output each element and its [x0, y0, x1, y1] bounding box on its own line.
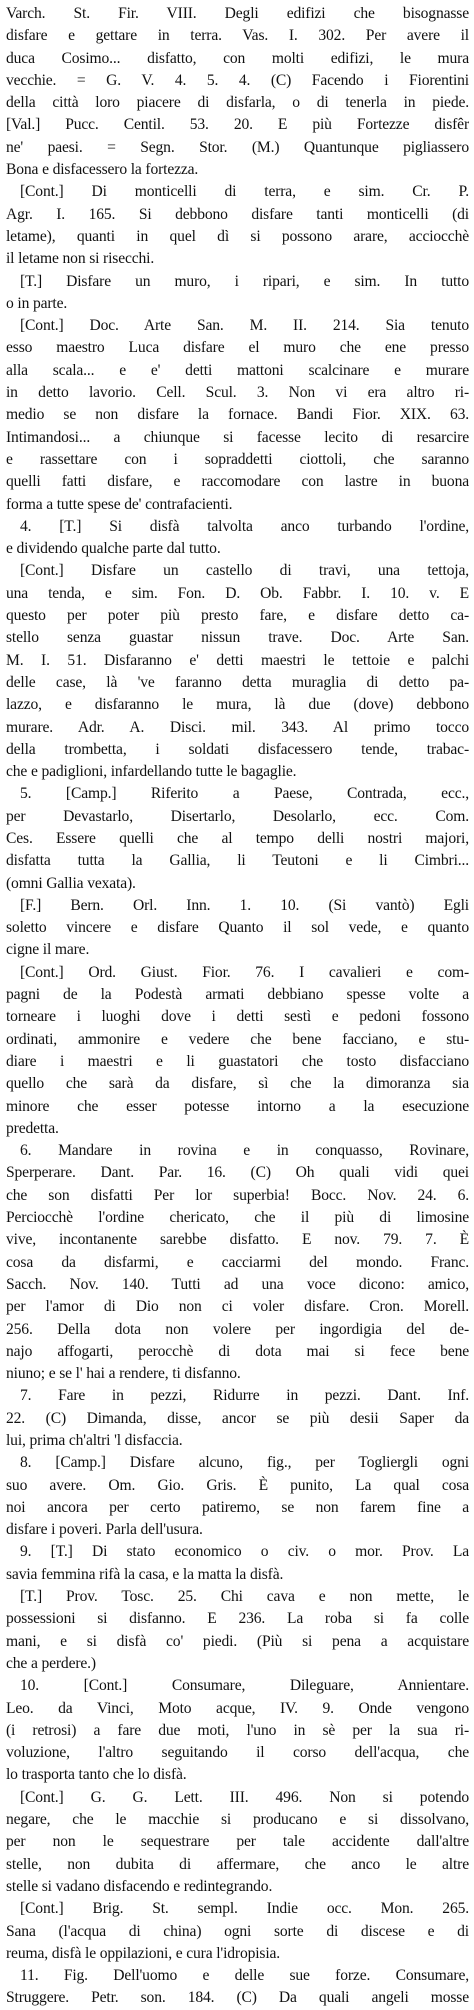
text-line: in detto lavorio. Cell. Scul. 3. Non vi era altro ri-	[6, 384, 469, 402]
text-line: ordinati, ammonire e vedere che bene facciano, e stu-	[6, 1030, 469, 1048]
text-line: quello che sarà da disfare, sì che la dimoranza sia	[6, 1075, 469, 1093]
text-line: stelle, non dubita di affermare, che anco le altre	[6, 1855, 469, 1873]
text-line: duca Cosimo... disfatto, con molti edifizi, le mura	[6, 49, 469, 67]
text-line: Struggere. Petr. son. 184. (C) Da quali angeli mosse	[6, 1989, 469, 2007]
text-line: (i retrosi) a fare due moti, l'uno in sè per la sua ri-	[6, 1721, 469, 1739]
text-line: mani, e si disfà co' piedi. (Più si pena a acquistare	[6, 1632, 469, 1650]
text-line: alla scala... e e' detti mattoni scalcinare e murare	[6, 361, 469, 379]
text-line: o in parte.	[6, 294, 68, 312]
text-line: [Cont.] Disfare un castello di travi, una tettoja,	[20, 562, 469, 580]
text-line: lazzo, e disfaranno le mura, là due (dove) debbono	[6, 696, 469, 714]
text-line: [Cont.] Di monticelli di terra, e sim. Cr. P.	[20, 183, 469, 201]
text-line: quelli fatti disfare, e raccomodare con lastre in buona	[6, 473, 469, 491]
text-line: e rassettare con i sopraddetti ciottoli, che saranno	[6, 450, 469, 468]
text-line: suo avere. Om. Gio. Gris. È punito, La qual cosa	[6, 1476, 469, 1494]
text-line: che e padiglioni, infardellando tutte le bagaglie.	[6, 763, 297, 781]
text-line: vecchie. = G. V. 4. 5. 4. (C) Facendo i Fiorentini	[6, 71, 469, 89]
text-line: esso maestro Luca disfare el muro che ene presso	[6, 339, 469, 357]
text-line: 6. Mandare in rovina e in conquasso, Rovinare,	[20, 1142, 469, 1160]
text-line: Leo. da Vinci, Moto acque, IV. 9. Onde vengono	[6, 1699, 469, 1717]
text-line: Intimandosi... a chiunque si facesse lecito di resarcire	[6, 428, 469, 446]
text-line: torneare i luoghi dove i detti sestì e pedoni fossono	[6, 1008, 469, 1026]
text-line: 4. [T.] Si disfà talvolta anco turbando l'ordine,	[20, 517, 469, 535]
text-line: voluzione, l'altro seguitando il corso dell'acqua, che	[6, 1744, 469, 1762]
text-line: cosa da disfarmi, e cacciarmi del mondo. Franc.	[6, 1253, 469, 1271]
text-line: Sperperare. Dant. Par. 16. (C) Oh quali vidi quei	[6, 1164, 469, 1182]
text-line: Bona e disfacessero la fortezza.	[6, 161, 199, 179]
text-line: medio se non disfare la fornace. Bandi Fior. XIX. 63.	[6, 406, 469, 424]
text-line: reuma, disfà le oppilazioni, e cura l'idropisia.	[6, 1944, 281, 1962]
text-line: Ces. Essere quelli che al tempo delli nostri majori,	[6, 829, 469, 847]
text-line: [F.] Bern. Orl. Inn. 1. 10. (Si vantò) Egli	[20, 896, 469, 914]
text-line: disfare e gettare in terra. Vas. I. 302. Per avere il	[6, 27, 469, 45]
text-line: Sana (l'acqua di china) ogni sorte di discese e di	[6, 1922, 469, 1940]
text-line: minore che esser potesse intorno a la esecuzione	[6, 1097, 469, 1115]
text-line: della città loro piacere di disfarla, o di tenerla in piede.	[6, 94, 469, 112]
text-line: 22. (C) Dimanda, disse, ancor se più desii Saper da	[6, 1409, 469, 1427]
text-line: Perciocchè l'ordine chericato, che il più di limosine	[6, 1209, 469, 1227]
text-line: che son disfatti Per lor superbia! Bocc. Nov. 24. 6.	[6, 1186, 469, 1204]
text-line: 7. Fare in pezzi, Ridurre in pezzi. Dant. Inf.	[20, 1387, 469, 1405]
text-line: forma a tutte spese de' contrafacienti.	[6, 495, 233, 513]
text-line: il letame non si risecchi.	[6, 250, 155, 268]
text-line: per non le sequestrare per tale accidente dall'altre	[6, 1833, 469, 1851]
text-line: niuno; e se l' hai a rendere, ti disfanno.	[6, 1365, 241, 1383]
text-line: cigne il mare.	[6, 941, 90, 959]
text-line: murare. Adr. A. Disci. mil. 343. Al primo tocco	[6, 718, 469, 736]
text-line: disfatta tutta la Gallia, li Teutoni e li Cimbri...	[6, 852, 469, 870]
text-line: una tenda, e sim. Fon. D. Ob. Fabbr. I. 10. v. E	[6, 584, 469, 602]
text-line: M. I. 51. Disfaranno e' detti maestri le tettoie e palchi	[6, 651, 469, 669]
text-line: questo per poter più presto fare, e disfare detto ca-	[6, 607, 469, 625]
text-line: savia femmina rifà la casa, e la matta la disfà.	[6, 1565, 284, 1583]
text-line: 256. Della dota non volere per ingordigia del de-	[6, 1320, 469, 1338]
text-line: noi ancora per certo patiremo, se non farem fine a	[6, 1498, 469, 1516]
text-line: lo trasporta tanto che lo disfà.	[6, 1766, 187, 1784]
dictionary-entry-text	[6, 3, 469, 2010]
text-line: najo affogarti, perocchè di dota mai si fece bene	[6, 1342, 469, 1360]
text-line: negare, che le macchie si producano e si dissolvano,	[6, 1811, 469, 1829]
text-line: Agr. I. 165. Si debbono disfare tanti monticelli (di	[6, 205, 469, 223]
text-line: [Cont.] Brig. St. sempl. Indie occ. Mon. 265.	[20, 1900, 469, 1918]
text-line: 8. [Camp.] Disfare alcuno, fig., per Togliergli ogni	[20, 1454, 469, 1472]
text-line: predetta.	[6, 1119, 59, 1137]
text-line: Sacch. Nov. 140. Tutti ad una voce dicono: amico,	[6, 1275, 469, 1293]
text-line: [Cont.] Doc. Arte San. M. II. 214. Sia tenuto	[20, 317, 469, 335]
text-line: 9. [T.] Di stato economico o civ. o mor. Prov. La	[20, 1543, 469, 1561]
text-line: stelle si vadano disfacendo e redintegrando.	[6, 1877, 273, 1895]
text-line: 11. Fig. Dell'uomo e delle sue forze. Consumare,	[20, 1967, 469, 1985]
text-line: [Cont.] Ord. Giust. Fior. 76. I cavalieri e com-	[20, 963, 469, 981]
text-line: pagni de la Podestà armati debbiano spesse volte a	[6, 986, 469, 1004]
text-line: Varch. St. Fir. VIII. Degli edifizi che bisognasse	[6, 5, 469, 22]
text-line: letame), quanti in quel dì si possono arare, acciocchè	[6, 227, 469, 245]
text-line: per l'amor di Dio non ci voler disfare. Cron. Morell.	[6, 1298, 469, 1316]
text-line: 10. [Cont.] Consumare, Dileguare, Annientare.	[20, 1677, 469, 1695]
text-line: [Cont.] G. G. Lett. III. 496. Non si potendo	[20, 1788, 469, 1806]
text-line: disfare i poveri. Parla dell'usura.	[6, 1521, 203, 1539]
text-line: 5. [Camp.] Riferito a Paese, Contrada, ecc.,	[20, 785, 469, 803]
text-line: stello senza guastar nissun trave. Doc. Arte San.	[6, 629, 469, 647]
text-line: [Val.] Pucc. Centil. 53. 20. E più Fortezze disfêr	[6, 116, 469, 134]
text-line: che a perdere.)	[6, 1654, 96, 1672]
text-line: e dividendo qualche parte dal tutto.	[6, 540, 221, 558]
text-line: ne' paesi. = Segn. Stor. (M.) Quantunque pigliassero	[6, 138, 469, 156]
text-line: (omni Gallia vexata).	[6, 874, 136, 892]
text-line: della trombetta, i soldati disfacessero tende, trabac-	[6, 740, 469, 758]
text-line: [T.] Disfare un muro, i ripari, e sim. In tutto	[20, 272, 469, 290]
text-line: soletto vincere e disfare Quanto il sol vede, e quanto	[6, 919, 469, 937]
text-line: diare i maestri e li guastatori che tosto disfacciano	[6, 1052, 469, 1070]
text-line: delle case, là 've faranno detta muraglia di detto pa-	[6, 673, 469, 691]
text-line: possessioni si disfanno. E 236. La roba si fa colle	[6, 1610, 469, 1628]
text-line: vive, incontanente sarebbe disfatto. E nov. 79. 7. È	[6, 1231, 469, 1249]
text-line: lui, prima ch'altri 'l disfaccia.	[6, 1432, 183, 1449]
text-line: [T.] Prov. Tosc. 25. Chi cava e non mette, le	[20, 1588, 469, 1606]
text-line: per Devastarlo, Disertarlo, Desolarlo, ecc. Com.	[6, 807, 469, 825]
